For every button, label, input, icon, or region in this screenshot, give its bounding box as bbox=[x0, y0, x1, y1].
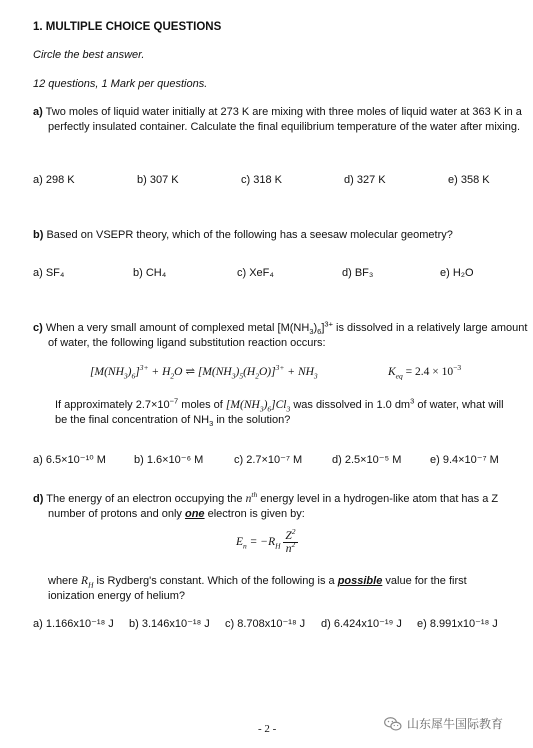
wechat-icon bbox=[383, 714, 403, 734]
option-d[interactable]: d) 6.424x10⁻¹⁹ J bbox=[321, 618, 402, 630]
option-c[interactable]: c) XeF₄ bbox=[237, 267, 274, 279]
option-b[interactable]: b) CH₄ bbox=[133, 267, 167, 279]
option-a[interactable]: a) 1.166x10⁻¹⁸ J bbox=[33, 618, 114, 630]
option-d[interactable]: d) BF₃ bbox=[342, 267, 374, 279]
question-b bbox=[33, 228, 513, 243]
question-a bbox=[33, 105, 528, 135]
option-b[interactable]: b) 307 K bbox=[137, 174, 179, 186]
page-number: - 2 - bbox=[258, 723, 277, 735]
question-d-continued: where $R_H$ is Rydberg's constant. Which of the following is a possible value for the first ionization energy of helium? bbox=[48, 575, 467, 602]
energy-equation: $E_n = -R_H$ $\frac{Z^2}{n^2}$ bbox=[236, 527, 296, 555]
question-text: Two moles of liquid water initially at 273 K are mixing with three moles of liquid water at 363 K in a perfectly insulated container. Calculate the final equilibrium temperature of the water after mixing. bbox=[45, 106, 522, 133]
option-a[interactable]: a) 298 K bbox=[33, 174, 75, 186]
option-e[interactable]: e) 358 K bbox=[448, 174, 490, 186]
question-text: When a very small amount of complexed metal $[M(NH_3)_6]^{3+}$ is dissolved in a relatively large amount of water, the following ligand substitution reaction occurs: bbox=[45, 319, 528, 349]
option-c[interactable]: c) 318 K bbox=[241, 174, 282, 186]
option-c[interactable]: c) 2.7×10⁻⁷ M bbox=[234, 454, 303, 466]
question-label: b) bbox=[33, 229, 44, 241]
instruction: Circle the best answer. bbox=[33, 49, 145, 61]
option-d[interactable]: d) 2.5×10⁻⁵ M bbox=[332, 454, 402, 466]
option-c[interactable]: c) 8.708x10⁻¹⁸ J bbox=[225, 618, 306, 630]
question-label: c) bbox=[33, 322, 43, 334]
watermark bbox=[383, 714, 503, 734]
reaction-equation: $[M(NH_3)_6]^{3+} + H_2O$ ⇌ $[M(NH_3)_5(H_2O)]^{3+} + NH_3$ bbox=[90, 363, 318, 381]
question-text: Based on VSEPR theory, which of the following has a seesaw molecular geometry? bbox=[46, 229, 453, 241]
option-b[interactable]: b) 1.6×10⁻⁶ M bbox=[134, 454, 204, 466]
question-text: The energy of an electron occupying the $n^{th}$ energy level in a hydrogen-like atom that has a Z number of protons and only one electron is given by: bbox=[46, 490, 499, 520]
option-a[interactable]: a) SF₄ bbox=[33, 267, 65, 279]
option-e[interactable]: e) 9.4×10⁻⁷ M bbox=[430, 454, 499, 466]
question-label: a) bbox=[33, 106, 43, 118]
option-b[interactable]: b) 3.146x10⁻¹⁸ J bbox=[129, 618, 210, 630]
option-e[interactable]: e) H₂O bbox=[440, 267, 474, 279]
question-label: d) bbox=[33, 493, 44, 505]
watermark-text: 山东犀牛国际教育 bbox=[407, 716, 504, 731]
option-a[interactable]: a) 6.5×10⁻¹⁰ M bbox=[33, 454, 106, 466]
question-c bbox=[33, 321, 528, 351]
option-d[interactable]: d) 327 K bbox=[344, 174, 386, 186]
marks-note: 12 questions, 1 Mark per questions. bbox=[33, 78, 208, 90]
keq-value: $K_{eq} = 2.4 \times 10^{-3}$ bbox=[388, 363, 462, 381]
option-e[interactable]: e) 8.991x10⁻¹⁸ J bbox=[417, 618, 498, 630]
question-c-continued: If approximately $2.7\times 10^{-7}$ moles of $[M(NH_3)_6]Cl_3$ was dissolved in 1.0 $dm^3$ of water, what will be the final concentration of $NH_3$ in the solution? bbox=[55, 396, 504, 429]
question-d bbox=[33, 492, 528, 522]
section-title: 1. MULTIPLE CHOICE QUESTIONS bbox=[33, 21, 222, 33]
